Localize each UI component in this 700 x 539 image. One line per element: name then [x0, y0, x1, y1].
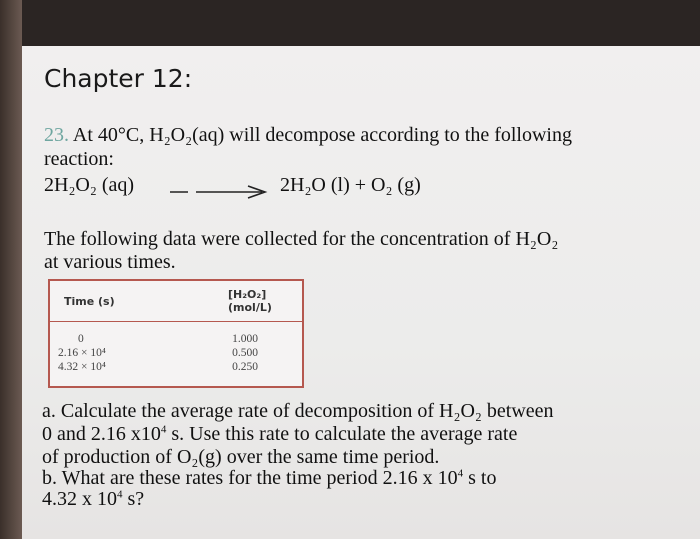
chapter-title: Chapter 12: [44, 64, 193, 93]
part-a-line-3: of production of O₂(g) over the same time period. [42, 446, 440, 468]
part-b-line-2: 4.32 x $10^4$ s? [42, 488, 145, 510]
reaction-reactant: 2H₂O₂ (aq) [44, 174, 135, 196]
problem-line-1 [44, 124, 572, 147]
column-header-concentration: [H₂O₂] (mol/L) [188, 280, 303, 322]
problem-line-2: reaction: [44, 148, 114, 170]
page-left-edge [0, 0, 22, 539]
table-row: 0 1.000 [78, 333, 258, 345]
intro-line-1: The following data were collected for the concentration of H₂O₂ [44, 228, 559, 250]
reaction-products: 2H₂O (l) + O₂ (g) [280, 174, 421, 196]
part-a-line-2: 0 and 2.16 $x10^4$ s. Use this rate to calculate the average rate [42, 423, 518, 445]
reaction-arrow-icon [170, 184, 270, 200]
part-a-line-1: a. Calculate the average rate of decomposition of H₂O₂ between [42, 400, 554, 422]
concentration-table [48, 279, 304, 388]
table-row: 2.16 × 10⁴ 0.500 [58, 347, 258, 359]
column-header-time: Time (s) [49, 280, 188, 322]
part-b-line-1: b. What are these rates for the time period 2.16 x $10^4$ s to [42, 467, 497, 489]
problem-number: 23. [44, 124, 69, 146]
problem-text: At 40°C, H₂O₂(aq) will decompose according to the following [72, 124, 572, 146]
intro-line-2: at various times. [44, 251, 176, 273]
table-row: 4.32 × 10⁴ 0.250 [58, 361, 258, 373]
